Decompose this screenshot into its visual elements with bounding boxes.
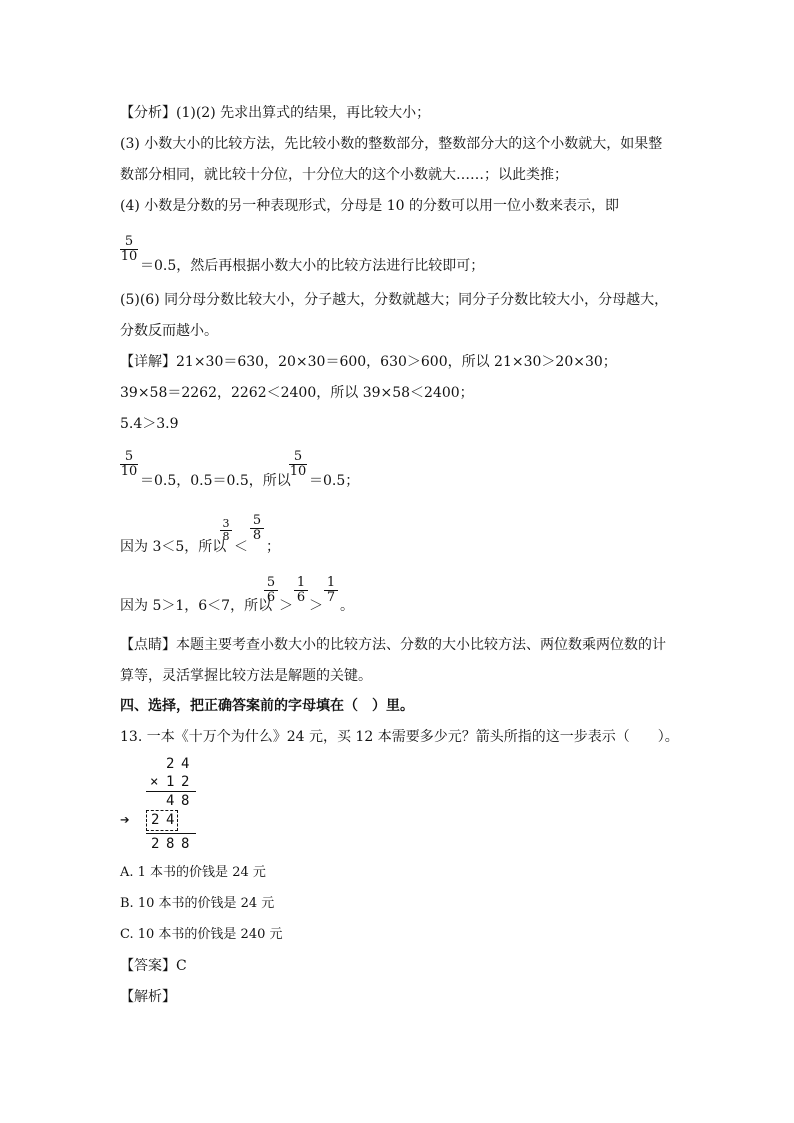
question-13-stem: 13. 一本《十万个为什么》24 元，买 12 本需要多少元？箭头所指的这一步表示（ ）。	[120, 729, 679, 745]
detail-line-5-prefix: 因为 3＜5，所以	[120, 539, 227, 555]
detail-line-6-gt1: ＞	[279, 598, 293, 614]
detail-line-6-end: 。	[340, 598, 354, 614]
arrow-icon: ➔	[120, 810, 130, 829]
answer-label: 【答案】	[120, 958, 176, 974]
calc-digit: 4	[166, 812, 175, 828]
fraction-five-sixths: 5 6	[264, 576, 278, 605]
fraction-five-tenths-a: 5 10	[120, 449, 138, 479]
fraction-one-seventh: 1 7	[324, 576, 338, 605]
detail-line-6-gt2: ＞	[309, 598, 323, 614]
option-c: C. 10 本书的价钱是 240 元	[120, 927, 283, 942]
analysis-line-2: (3) 小数大小的比较方法，先比较小数的整数部分，整数部分大的这个小数就大，如果整	[120, 136, 663, 152]
comment-line-2: 算等，灵活掌握比较方法是解题的关键。	[120, 668, 372, 684]
detail-line-4-mid: ＝0.5，0.5＝0.5，所以	[140, 473, 291, 489]
detail-line-2: 39×58＝2262，2262＜2400，所以 39×58＜2400；	[120, 385, 474, 401]
answer-line	[120, 957, 187, 975]
option-b: B. 10 本书的价钱是 24 元	[120, 896, 275, 911]
calc-digit: 8	[166, 836, 175, 852]
analysis-line-4: (4) 小数是分数的另一种表现形式，分母是 10 的分数可以用一位小数来表示，即	[120, 198, 619, 214]
calc-digit: 1	[166, 774, 175, 790]
option-a: A. 1 本书的价钱是 24 元	[120, 865, 266, 880]
calc-digit: 2	[181, 774, 190, 790]
detail-line-6-prefix: 因为 5＞1，6＜7，所以	[120, 598, 273, 614]
calc-digit: 2	[166, 756, 175, 772]
analysis-line-7: 分数反而越小。	[120, 323, 218, 339]
detail-line-5-lt: ＜	[234, 539, 248, 555]
calc-digit: 2	[151, 836, 160, 852]
calc-digit: 8	[181, 836, 190, 852]
analysis-line-6: (5)(6) 同分母分数比较大小，分子越大，分数就越大；同分子分数比较大小，分母越大，	[120, 292, 669, 308]
calc-digit: 4	[181, 756, 190, 772]
explanation-label: 【解析】	[120, 989, 176, 1005]
analysis-line-1: 【分析】(1)(2) 先求出算式的结果，再比较大小；	[120, 105, 431, 121]
calc-digit: 2	[151, 812, 160, 828]
calc-rule-2	[146, 833, 196, 834]
analysis-line-3: 数部分相同，就比较十分位，十分位大的这个小数就大……；以此类推；	[120, 167, 568, 183]
detail-line-3: 5.4＞3.9	[120, 416, 179, 432]
analysis-line-5: ＝0.5，然后再根据小数大小的比较方法进行比较即可；	[140, 258, 485, 274]
comment-line-1: 【点睛】本题主要考查小数大小的比较方法、分数的大小比较方法、两位数乘两位数的计	[120, 637, 666, 653]
detail-line-1: 【详解】21×30＝630，20×30＝600，630＞600，所以 21×30＞20×30；	[120, 354, 617, 370]
fraction-one-sixth: 1 6	[294, 576, 308, 605]
calc-multiply-sign: ×	[150, 774, 159, 790]
fraction-five-tenths: 5 10	[120, 234, 138, 264]
fraction-five-eighths: 5 8	[250, 514, 264, 543]
fraction-three-eighths: 3 8	[220, 518, 232, 543]
fraction-five-tenths-b: 5 10	[289, 449, 307, 479]
detail-line-4-end: ＝0.5；	[309, 473, 360, 489]
calc-digit: 8	[181, 793, 190, 809]
detail-line-5-end: ；	[266, 539, 280, 555]
answer-value: C	[176, 958, 187, 974]
calc-digit: 4	[166, 793, 175, 809]
calc-rule-1	[146, 791, 196, 792]
section-heading: 四、选择，把正确答案前的字母填在（ ）里。	[120, 698, 414, 714]
